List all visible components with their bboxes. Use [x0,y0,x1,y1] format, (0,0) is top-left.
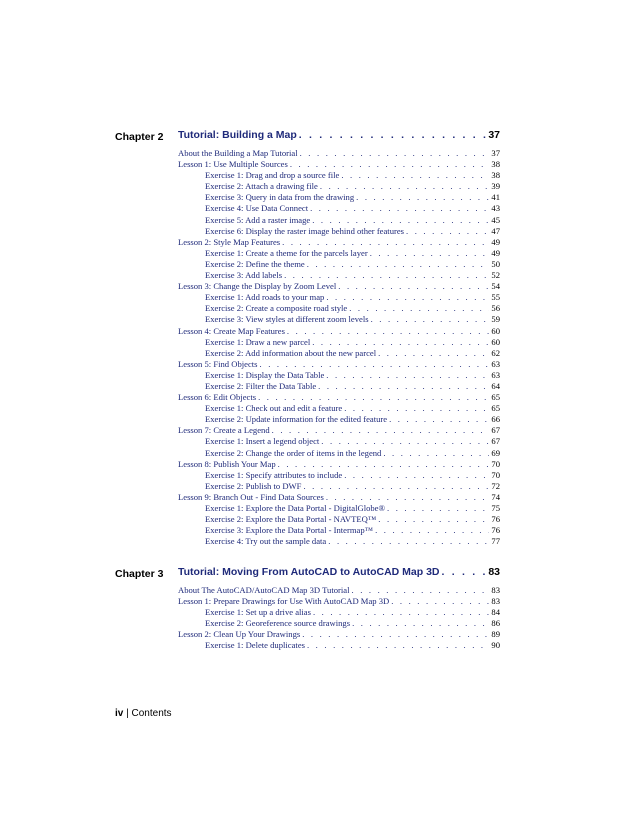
entry-page-number: 77 [491,536,500,547]
dot-leader [302,629,489,640]
dot-leader [389,414,489,425]
entry-page-number: 69 [491,447,500,458]
entry-page-number: 90 [491,640,500,651]
toc-exercise-entry[interactable] [178,292,500,303]
toc-lesson-entry[interactable] [178,596,500,607]
toc-lesson-entry[interactable] [178,326,500,337]
dot-leader [312,337,489,348]
entry-title: Exercise 1: Create a theme for the parcels layer [205,247,368,258]
dot-leader [349,303,489,314]
dot-leader [341,170,489,181]
toc-exercise-entry[interactable] [178,348,500,359]
entry-page-number: 83 [491,596,500,607]
entry-page-number: 75 [491,503,500,513]
entry-page-number: 56 [491,303,500,314]
entry-title: Exercise 4: Try out the sample data [205,536,327,547]
entry-page-number: 70 [491,458,500,469]
toc-lesson-entry[interactable] [178,237,500,248]
entry-title: About the Building a Map Tutorial [178,148,298,158]
toc-exercise-entry[interactable] [178,403,500,414]
dot-leader [375,525,489,536]
entry-title: Lesson 1: Use Multiple Sources [178,159,288,170]
entry-page-number: 66 [491,414,500,425]
dot-leader [300,148,490,159]
dot-leader [406,226,489,237]
entry-title: Exercise 1: Add roads to your map [205,292,325,303]
chapter-label: Chapter 2 [115,131,164,143]
entry-title: Exercise 3: Add labels [205,270,283,281]
entry-page-number: 67 [491,436,500,447]
entry-title: Lesson 2: Clean Up Your Drawings [178,629,301,640]
entry-page-number: 76 [491,525,500,536]
chapter-title-row[interactable] [178,566,500,582]
dot-leader [338,281,489,292]
toc-exercise-entry[interactable] [178,203,500,214]
dot-leader [378,348,489,359]
entry-title: Exercise 2: Filter the Data Table [205,380,317,391]
toc-lesson-entry[interactable] [178,359,500,370]
entry-title: Exercise 2: Explore the Data Portal - NAVTEQ™ [205,514,377,525]
toc-exercise-entry[interactable] [178,337,500,348]
toc-entries [178,585,500,652]
entry-page-number: 55 [491,292,500,303]
dot-leader [442,566,487,578]
dot-leader [278,459,490,470]
entry-title: Exercise 1: Draw a new parcel [205,336,311,347]
entry-title: Exercise 1: Insert a legend object [205,436,320,447]
dot-leader [356,192,489,203]
entry-title: Exercise 3: View styles at different zoom levels [205,314,369,325]
entry-title: Exercise 2: Define the theme [205,258,305,269]
dot-leader [272,425,490,436]
entry-page-number: 39 [491,181,500,192]
toc-lesson-entry[interactable] [178,281,500,292]
entry-page-number: 50 [491,258,500,269]
entry-title: Exercise 1: Specify attributes to include [205,469,343,480]
entry-title: Exercise 1: Explore the Data Portal - DigitalGlobe® [205,503,386,513]
toc-exercise-entry[interactable] [178,436,500,447]
toc-exercise-entry[interactable] [178,248,500,259]
toc-exercise-entry[interactable] [178,215,500,226]
dot-leader [260,359,490,370]
entry-page-number: 52 [491,270,500,281]
entry-page-number: 84 [491,607,500,618]
chapter-title-row[interactable] [178,129,500,145]
entry-page-number: 49 [491,236,500,247]
toc-exercise-entry[interactable] [178,525,500,536]
entry-page-number: 64 [491,380,500,391]
toc-lesson-entry[interactable] [178,392,500,403]
entry-page-number: 65 [491,403,500,414]
toc-exercise-entry[interactable] [178,618,500,629]
dot-leader [328,536,489,547]
toc-exercise-entry[interactable] [178,470,500,481]
entry-page-number: 38 [491,170,500,181]
entry-title: Exercise 1: Delete duplicates [205,640,305,651]
footer-section: Contents [131,708,172,719]
dot-leader [371,314,490,325]
dot-leader [344,403,489,414]
entry-title: Lesson 7: Create a Legend [178,425,270,436]
dot-leader [318,381,489,392]
dot-leader [287,326,489,337]
dot-leader [310,203,489,214]
toc-lesson-entry[interactable] [178,459,500,470]
dot-leader [321,436,489,447]
dot-leader [290,159,490,170]
toc-lesson-entry[interactable] [178,629,500,640]
toc-exercise-entry[interactable] [178,640,500,651]
chapter-title: Tutorial: Building a Map [178,129,297,141]
entry-page-number: 89 [491,629,500,640]
entry-title: Exercise 2: Add information about the new parcel [205,347,377,358]
entry-title: Exercise 2: Attach a drawing file [205,181,318,192]
footer-separator: | [126,708,129,719]
dot-leader [307,259,490,270]
entry-title: Lesson 9: Branch Out - Find Data Sources [178,491,324,502]
dot-leader [387,503,489,514]
entry-title: Lesson 5: Find Objects [178,358,258,369]
toc-lesson-entry[interactable] [178,148,500,159]
dot-leader [313,607,489,618]
entry-page-number: 70 [491,469,500,480]
entry-page-number: 49 [491,247,500,258]
toc-exercise-entry[interactable] [178,170,500,181]
dot-leader [326,292,489,303]
toc-exercise-entry[interactable] [178,370,500,381]
entry-page-number: 67 [491,425,500,436]
toc-exercise-entry[interactable] [178,607,500,618]
toc-exercise-entry[interactable] [178,381,500,392]
toc-exercise-entry[interactable] [178,314,500,325]
entry-page-number: 54 [491,281,500,292]
entry-page-number: 74 [491,491,500,502]
dot-leader [282,237,489,248]
entry-page-number: 60 [491,336,500,347]
entry-page-number: 76 [491,514,500,525]
entry-page-number: 72 [491,480,500,491]
entry-title: Exercise 1: Display the Data Table [205,369,325,380]
entry-title: Lesson 4: Create Map Features [178,325,285,336]
toc-exercise-entry[interactable] [178,414,500,425]
toc-lesson-entry[interactable] [178,585,500,596]
entry-title: Exercise 2: Create a composite road style [205,303,348,314]
dot-leader [391,596,489,607]
toc-lesson-entry[interactable] [178,159,500,170]
dot-leader [383,448,489,459]
footer-page-number: iv [115,708,124,719]
dot-leader [326,370,489,381]
dot-leader [320,181,490,192]
entry-page-number: 65 [491,392,500,403]
toc-exercise-entry[interactable] [178,270,500,281]
page-footer [115,708,172,719]
entry-title: Lesson 8: Publish Your Map [178,458,276,469]
entry-title: Exercise 2: Update information for the edited feature [205,414,388,425]
dot-leader [299,129,487,141]
entry-title: Exercise 4: Use Data Connect [205,203,309,214]
chapter-title: Tutorial: Moving From AutoCAD to AutoCAD Map 3D [178,566,440,578]
entry-title: Exercise 3: Explore the Data Portal - Intermap™ [205,525,374,536]
entry-title: Exercise 1: Drag and drop a source file [205,170,340,181]
toc-exercise-entry[interactable] [178,481,500,492]
entry-title: About The AutoCAD/AutoCAD Map 3D Tutorial [178,585,350,595]
dot-leader [326,492,490,503]
dot-leader [303,481,489,492]
toc-exercise-entry[interactable] [178,536,500,547]
entry-title: Exercise 2: Change the order of items in the legend [205,447,382,458]
entry-page-number: 37 [491,148,500,158]
toc-entries [178,148,500,547]
entry-page-number: 62 [491,347,500,358]
chapter-label: Chapter 3 [115,568,164,580]
toc-exercise-entry[interactable] [178,181,500,192]
dot-leader [312,215,489,226]
entry-title: Exercise 2: Publish to DWF [205,480,302,491]
entry-page-number: 60 [491,325,500,336]
entry-title: Exercise 1: Check out and edit a feature [205,403,343,414]
entry-page-number: 83 [491,585,500,595]
toc-exercise-entry[interactable] [178,448,500,459]
toc-exercise-entry[interactable] [178,192,500,203]
entry-title: Lesson 6: Edit Objects [178,392,257,403]
chapter-page-number: 83 [488,566,500,578]
toc-exercise-entry[interactable] [178,259,500,270]
entry-page-number: 86 [491,618,500,629]
toc-lesson-entry[interactable] [178,425,500,436]
entry-title: Exercise 2: Georeference source drawings [205,618,351,629]
entry-title: Lesson 2: Style Map Features [178,236,281,247]
entry-title: Exercise 5: Add a raster image [205,214,311,225]
dot-leader [307,640,489,651]
dot-leader [352,618,489,629]
entry-page-number: 47 [491,225,500,236]
chapter-page-number: 37 [488,129,500,141]
entry-title: Exercise 3: Query in data from the drawing [205,192,355,203]
entry-page-number: 43 [491,203,500,214]
entry-page-number: 45 [491,214,500,225]
toc-exercise-entry[interactable] [178,303,500,314]
toc-exercise-entry[interactable] [178,514,500,525]
toc-lesson-entry[interactable] [178,492,500,503]
entry-title: Exercise 6: Display the raster image behind other features [205,225,405,236]
dot-leader [352,585,490,596]
entry-title: Lesson 1: Prepare Drawings for Use With AutoCAD Map 3D [178,596,390,607]
entry-page-number: 38 [491,159,500,170]
dot-leader [284,270,489,281]
entry-page-number: 41 [491,192,500,203]
dot-leader [378,514,489,525]
entry-title: Lesson 3: Change the Display by Zoom Level [178,281,337,292]
dot-leader [370,248,490,259]
entry-title: Exercise 1: Set up a drive alias [205,607,311,618]
entry-page-number: 63 [491,358,500,369]
toc-exercise-entry[interactable] [178,226,500,237]
entry-page-number: 63 [491,369,500,380]
dot-leader [258,392,489,403]
dot-leader [344,470,489,481]
entry-page-number: 59 [491,314,500,325]
toc-exercise-entry[interactable] [178,503,500,514]
